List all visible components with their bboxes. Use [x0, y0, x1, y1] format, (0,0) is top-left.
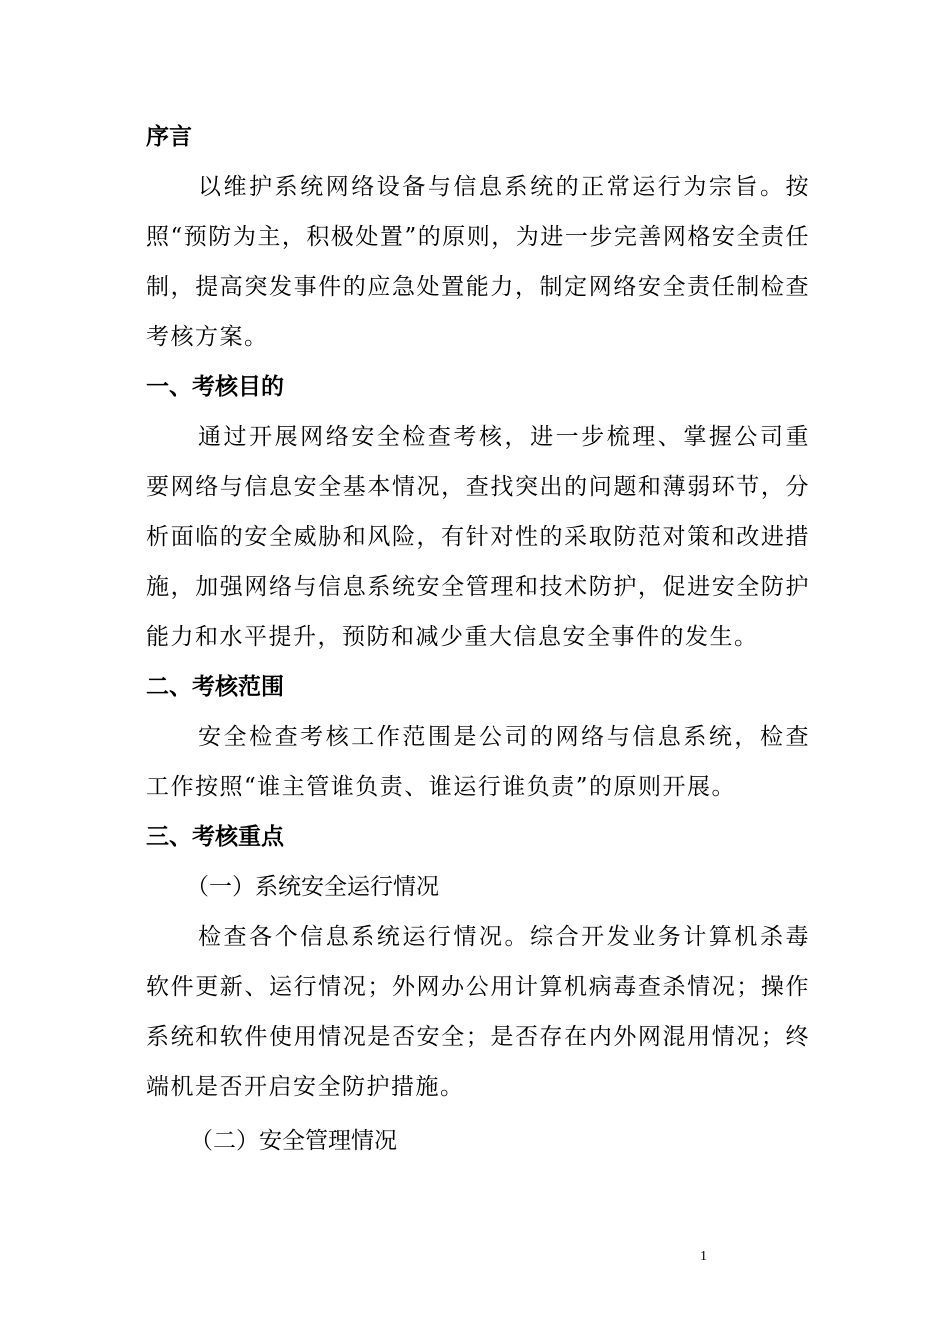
document-body: [146, 112, 810, 1166]
section-2-heading: 二、考核范围: [146, 674, 284, 700]
section-3-subheading-2: （二）安全管理情况: [190, 1128, 397, 1154]
section-1-paragraph: 通过开展网络安全检查考核，进一步梳理、掌握公司重要网络与信息安全基本情况，查找突出的问题和薄弱环节，分析面临的安全威胁和风险，有针对性的采取防范对策和改进措施，加强网络与信息系统安全管理和技术防护，促进安全防护能力和水平提升，预防和减少重大信息安全事件的发生。: [146, 424, 810, 650]
page-number: 1: [700, 1249, 707, 1264]
section-3-sub-1-paragraph: 检查各个信息系统运行情况。综合开发业务计算机杀毒软件更新、运行情况；外网办公用计算机病毒查杀情况；操作系统和软件使用情况是否安全；是否存在内外网混用情况；终端机是否开启安全防护措施。: [146, 924, 810, 1100]
section-3-subheading-1: （一）系统安全运行情况: [186, 874, 439, 900]
section-2-paragraph: 安全检查考核工作范围是公司的网络与信息系统，检查工作按照“谁主管谁负责、谁运行谁负责”的原则开展。: [146, 724, 810, 800]
section-3-heading: 三、考核重点: [146, 824, 284, 850]
section-1-heading: 一、考核目的: [146, 374, 284, 400]
preface-heading: 序言: [146, 124, 192, 150]
preface-paragraph: 以维护系统网络设备与信息系统的正常运行为宗旨。按照“预防为主，积极处置”的原则，为进一步完善网格安全责任制，提高突发事件的应急处置能力，制定网络安全责任制检查考核方案。: [146, 174, 810, 350]
